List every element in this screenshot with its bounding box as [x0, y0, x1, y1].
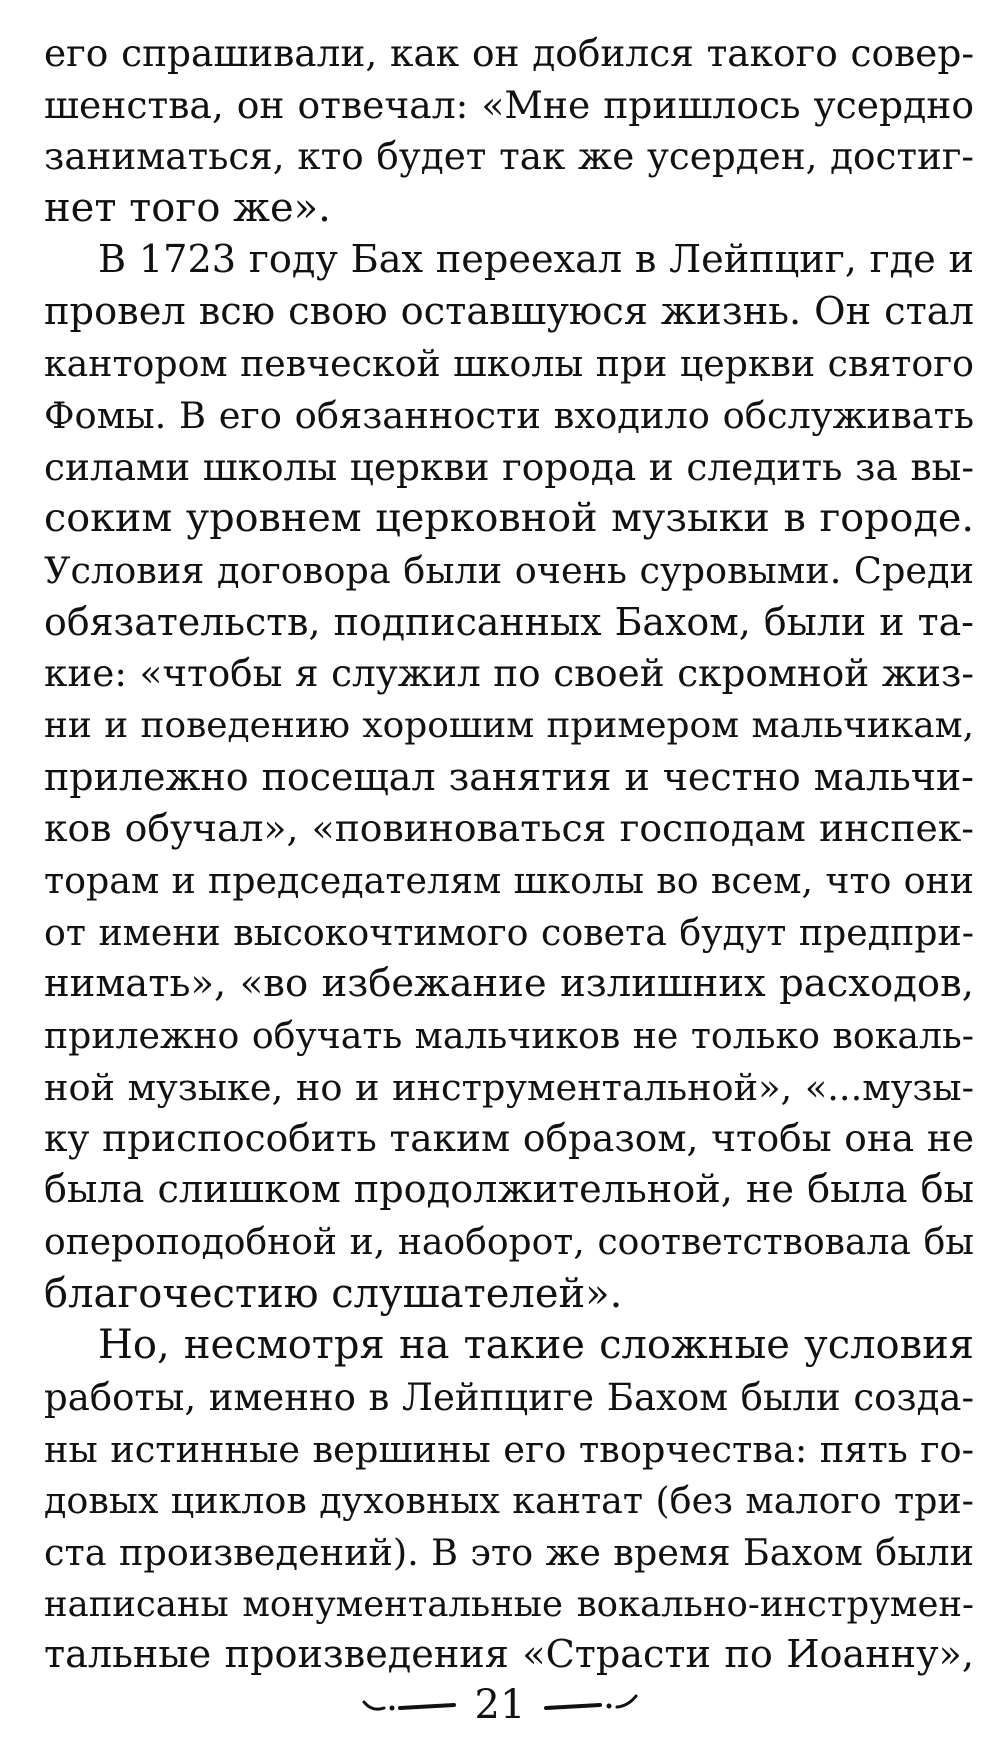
text-line: соким уровнем церковной музыки в городе. [44, 495, 974, 542]
text-line: нимать», «во избежание излишних расходов, [44, 961, 974, 1007]
right-ornament-icon [543, 1690, 638, 1720]
text-line: шенства, он отвечал: «Мне пришлось усердно [44, 82, 974, 127]
text-line: ку приспособить таким образом, чтобы она не [44, 1116, 974, 1161]
text-line: силами школы церкви города и следить за вы- [44, 444, 974, 489]
text-line: прилежно обучать мальчиков не только вокаль- [44, 1014, 974, 1058]
text-line: нет того же». [44, 185, 331, 232]
text-line: от имени высокочтимого совета будут предпри- [44, 910, 974, 954]
text-line: Но, несмотря на такие сложные условия [98, 1322, 974, 1369]
text-line: провел всю свою оставшуюся жизнь. Он стал [44, 289, 974, 335]
text-line: благочестию слушателей». [44, 1270, 623, 1317]
text-line: ков обучал», «повиноваться господам инспек- [44, 806, 974, 851]
text-line: работы, именно в Лейпциге Бахом были созда- [44, 1375, 974, 1419]
text-line: его спрашивали, как он добился такого совер- [44, 31, 974, 75]
page-footer [0, 1680, 1000, 1730]
text-line: торам и председателям школы во всем, что они [44, 859, 974, 902]
text-line: Фомы. В его обязанности входило обслуживать [44, 393, 974, 437]
text-line: прилежно посещал занятия и честно мальчи- [44, 754, 974, 799]
text-line: написаны монументальные вокально-инструмен- [44, 1583, 974, 1625]
text-line: кантором певческой школы при церкви святого [44, 342, 974, 386]
text-line: В 1723 году Бах переехал в Лейпциг, где и [98, 237, 974, 282]
text-line: ны истинные вершины его творчества: пять го- [44, 1427, 974, 1471]
text-line: ста произведений). В это же время Бахом были [44, 1530, 974, 1574]
text-line: была слишком продолжительной, не была бы [44, 1168, 974, 1213]
text-line: тальные произведения «Страсти по Иоанну», [44, 1633, 974, 1678]
text-line: заниматься, кто будет так же усерден, достиг- [44, 134, 974, 179]
text-line: ни и поведению хорошим примером мальчикам, [44, 704, 974, 746]
text-line: Условия договора были очень суровыми. Среди [44, 548, 974, 592]
text-line: обязательств, подписанных Бахом, были и та- [44, 599, 974, 644]
text-line: кие: «чтобы я служил по своей скромной жиз- [44, 651, 974, 696]
text-line: довых циклов духовных кантат (без малого три- [44, 1479, 974, 1523]
page-number: 21 [474, 1682, 526, 1728]
left-ornament-icon [362, 1690, 457, 1720]
body-text [44, 28, 974, 1682]
text-line: оперoподобной и, наоборот, соответствовала бы [44, 1220, 974, 1263]
text-line: ной музыке, но и инструментальной», «...музы- [44, 1065, 974, 1109]
